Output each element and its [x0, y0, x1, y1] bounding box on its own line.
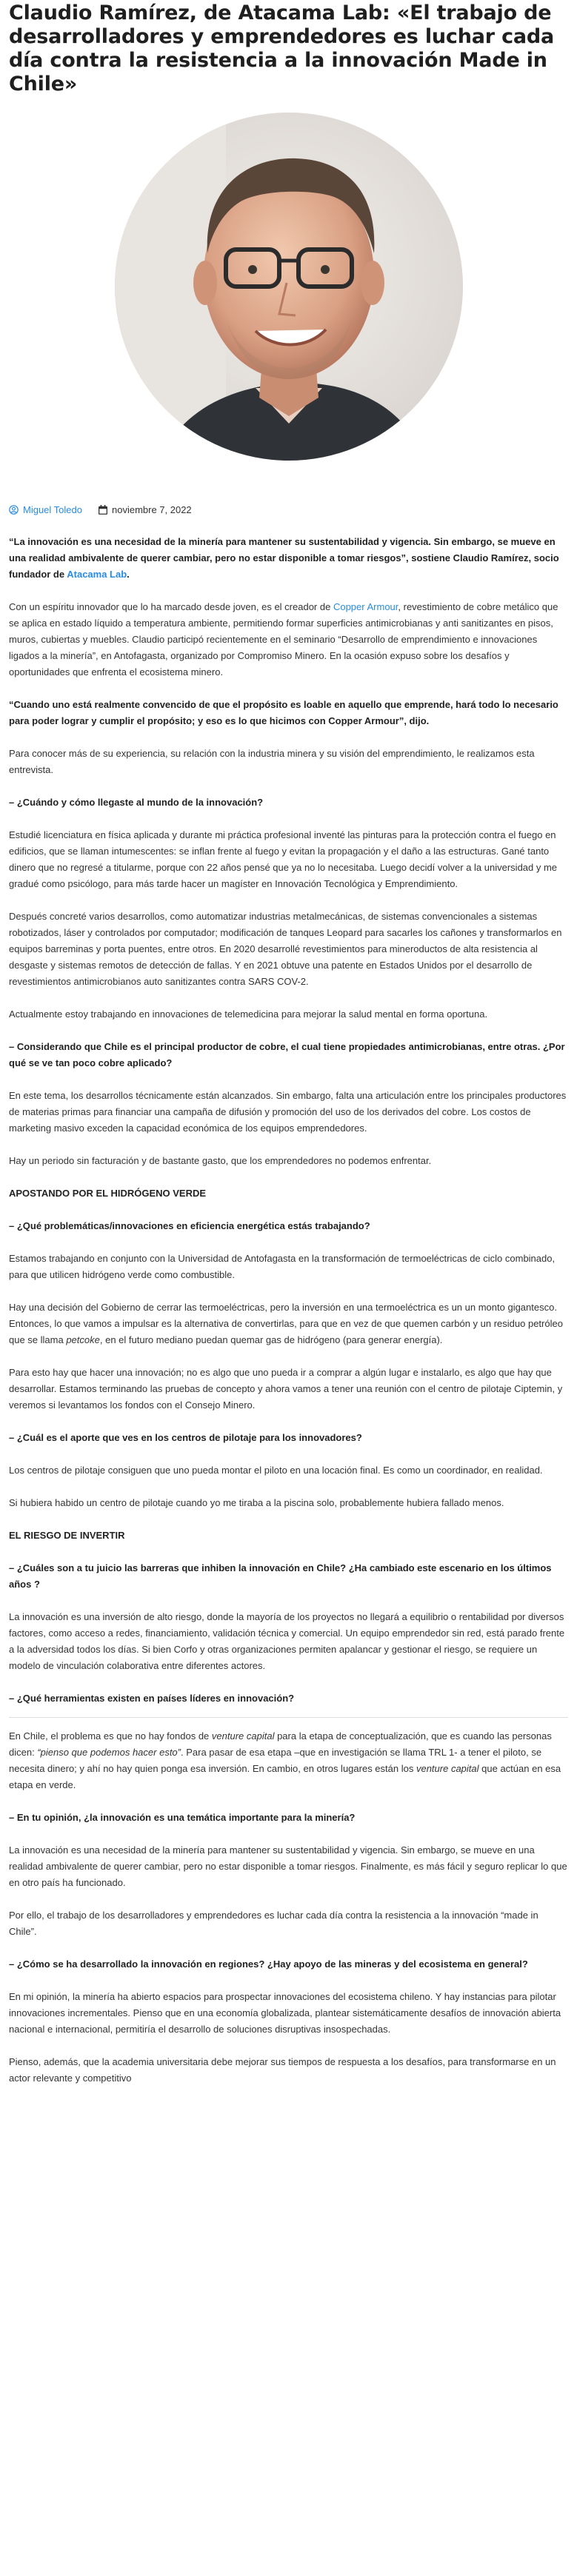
calendar-icon: [99, 505, 107, 515]
answer-paragraph: Después concreté varios desarrollos, como automatizar industrias metalmecánicas, de sistemas convencionales a sistemas robotizados, láser y controlados por computador; modificación de tanques Leopard para sacarles los cañones y transformarlos en equipos barreminas y porta puentes, entre otros. En 2020 desarrollé revestimientos para mineroductos de alta resistencia al desgaste y sistemas remotos de detección de fallas. Y en 2021 obtuve una patente en Estados Unidos por el desarrollo de revestimientos antimicrobianos auto sanitizantes contra SARS COV-2.: [9, 911, 562, 987]
answer-paragraph: La innovación es una necesidad de la minería para mantener su sustentabilidad y vigencia. Sin embargo, se mueve en una realidad ambivalente de querer cambiar, pero no estar disponible a tomar riesgos. Finalmente, es más fácil y seguro replicar lo que en otro país ha funcionado.: [9, 1844, 567, 1888]
answer-paragraph: Para esto hay que hacer una innovación; no es algo que uno pueda ir a comprar a algún lugar e instalarlo, es algo que hay que desarrollar. Estamos terminando las pruebas de concepto y ahora vamos a tener una reunión con el centro de pilotaje Ciptemin, y veremos si levantamos los fondos con el Consejo Minero.: [9, 1367, 563, 1411]
answer-paragraph: Hay una decisión del Gobierno de cerrar las termoeléctricas, pero la inversión en una termoeléctrica es un un monto gigantesco. Entonces, lo que vamos a impulsar es la alternativa de convertirlas, para que en vez de que quemen carbón y un residuo petróleo que se llama petcoke, en el futuro mediano puedan quemar gas de hidrógeno (para generar energía).: [9, 1302, 563, 1345]
divider: [9, 1717, 568, 1718]
answer-paragraph: Hay un periodo sin facturación y de bastante gasto, que los emprendedores no podemos enfrentar.: [9, 1155, 432, 1166]
page-title: Claudio Ramírez, de Atacama Lab: «El trabajo de desarrolladores y emprendedores es luchar cada día contra la resistencia a la innovación Made in Chile»: [9, 1, 555, 96]
answer-paragraph: Si hubiera habido un centro de pilotaje cuando yo me tiraba a la piscina solo, probablemente hubiera fallado menos.: [9, 1497, 504, 1508]
author-name[interactable]: Miguel Toledo: [23, 504, 82, 515]
intro-paragraph: Con un espíritu innovador que lo ha marcado desde joven, es el creador de Copper Armour, revestimiento de cobre metálico que se aplica en estado líquido a temperatura ambiente, permitiendo formar superficies antimicrobianas y anti sanitizantes en pisos, muros, cubiertas y muebles. Claudio participó recientemente en el seminario “Desarrollo de emprendimiento e innovaciones ligados a la minería”, en Antofagasta, organizado por Compromiso Minero. En la ocasión expuso sobre los desafíos y oportunidades que enfrenta el ecosistema minero.: [9, 601, 558, 678]
answer-paragraph: Pienso, además, que la academia universitaria debe mejorar sus tiempos de respuesta a los desafíos, para transformarse en un actor relevante y competitivo: [9, 2056, 556, 2084]
section-heading-hidrogeno: APOSTANDO POR EL HIDRÓGENO VERDE: [9, 1188, 207, 1199]
paragraph: Para conocer más de su experiencia, su relación con la industria minera y su visión del emprendimiento, le realizamos esta entrevista.: [9, 748, 535, 775]
atacama-lab-link[interactable]: Atacama Lab: [67, 569, 127, 580]
answer-paragraph: La innovación es una inversión de alto riesgo, donde la mayoría de los proyectos no llegará a equilibrio o rentabilidad por diversos factores, como acceso a redes, financiamiento, validación técnica y comercial. Un equipo emprendedor sin red, está parado frente a la adversidad todos los días. Si bien Corfo y otras organizaciones permiten apalancar y gestionar el riesgo, se requiere un modelo de vinculación colaborativa entre diferentes actores.: [9, 1611, 565, 1671]
lead-paragraph: “La innovación es una necesidad de la minería para mantener su sustentabilidad y vigencia. Sin embargo, se mueve en una realidad ambivalente de querer cambiar, pero no estar disponible a tomar riesgos”, sostiene Claudio Ramírez, socio fundador de Atacama Lab.: [9, 536, 559, 580]
article-meta: [9, 501, 568, 518]
answer-paragraph: Actualmente estoy trabajando en innovaciones de telemedicina para mejorar la salud mental en forma oportuna.: [9, 1008, 488, 1020]
author-portrait: [115, 113, 463, 461]
author-link[interactable]: [9, 504, 82, 515]
question: – ¿Cómo se ha desarrollado la innovación en regiones? ¿Hay apoyo de las mineras y del ecosistema en general?: [9, 1958, 528, 1970]
answer-paragraph: Por ello, el trabajo de los desarrolladores y emprendedores es luchar cada día contra la resistencia a la innovación “made in Chile”.: [9, 1910, 538, 1937]
answer-paragraph: Estamos trabajando en conjunto con la Universidad de Antofagasta en la transformación de termoeléctricas de ciclo combinado, para que utilicen hidrógeno verde como combustible.: [9, 1253, 556, 1280]
question: – ¿Cuándo y cómo llegaste al mundo de la innovación?: [9, 797, 264, 808]
answer-paragraph: Estudié licenciatura en física aplicada y durante mi práctica profesional inventé las pinturas para la protección contra el fuego en edificios, que se llaman intumescentes: se inflan frente al fuego y evitan la propagación y el daño a las estructuras. Gané tanto dinero que no regresé a titularme, porque con 22 años pensé que ya no lo necesitaba. Luego decidí volver a la universidad y me gradué como psicólogo, para más tarde hacer un magíster en Innovación Tecnológica y Emprendimiento.: [9, 829, 558, 889]
question: – ¿Cuál es el aporte que ves en los centros de pilotaje para los innovadores?: [9, 1432, 362, 1443]
answer-paragraph: En este tema, los desarrollos técnicamente están alcanzados. Sin embargo, falta una articulación entre los principales productores de materias primas para financiar una campaña de difusión y promoción del uso de los derivados del cobre. Los costos de marketing masivo exceden la capacidad económica de los equipos emprendedores.: [9, 1090, 567, 1134]
question: – Considerando que Chile es el principal productor de cobre, el cual tiene propiedades antimicrobianas, entre otras. ¿Por qué se ve tan poco cobre aplicado?: [9, 1041, 565, 1068]
date-text: noviembre 7, 2022: [111, 504, 192, 515]
section-heading-riesgo: EL RIESGO DE INVERTIR: [9, 1530, 125, 1541]
user-circle-icon: [9, 505, 19, 515]
copper-armour-link[interactable]: Copper Armour: [333, 601, 398, 612]
article-body: [9, 534, 568, 2087]
question: – ¿Qué problemáticas/innovaciones en eficiencia energética estás trabajando?: [9, 1220, 370, 1231]
portrait-image: [115, 113, 463, 461]
answer-paragraph: En mi opinión, la minería ha abierto espacios para prospectar innovaciones del ecosistema chileno. Y hay instancias para pilotar innovaciones incrementales. Pienso que en una economía globalizada, plantear sistemáticamente desafíos de innovación abierta nacional e internacional, permitiría el desarrollo de soluciones disruptivas insospechadas.: [9, 1991, 561, 2035]
quote-paragraph: “Cuando uno está realmente convencido de que el propósito es loable en aquello que emprende, hará todo lo necesario para poder lograr y cumplir el propósito; y eso es lo que hicimos con Copper Armour”, dijo.: [9, 699, 558, 726]
question: – ¿Qué herramientas existen en países líderes en innovación?: [9, 1693, 295, 1704]
answer-paragraph: Los centros de pilotaje consiguen que uno pueda montar el piloto en una locación final. Es como un coordinador, en realidad.: [9, 1465, 543, 1476]
question: – ¿Cuáles son a tu juicio las barreras que inhiben la innovación en Chile? ¿Ha cambiado este escenario en los últimos años ?: [9, 1562, 552, 1590]
publish-date: [99, 504, 192, 515]
answer-paragraph: En Chile, el problema es que no hay fondos de venture capital para la etapa de conceptualización, que es cuando las personas dicen: “pienso que podemos hacer esto”. Para pasar de esa etapa –que en investigación se llama TRL 1- a tener el piloto, se necesita dinero; y ahí no hay quien ponga esa inversión. En cambio, en otros lugares están los venture capital que actúan en esa etapa en verde.: [9, 1730, 561, 1790]
question: – En tu opinión, ¿la innovación es una temática importante para la minería?: [9, 1812, 356, 1823]
